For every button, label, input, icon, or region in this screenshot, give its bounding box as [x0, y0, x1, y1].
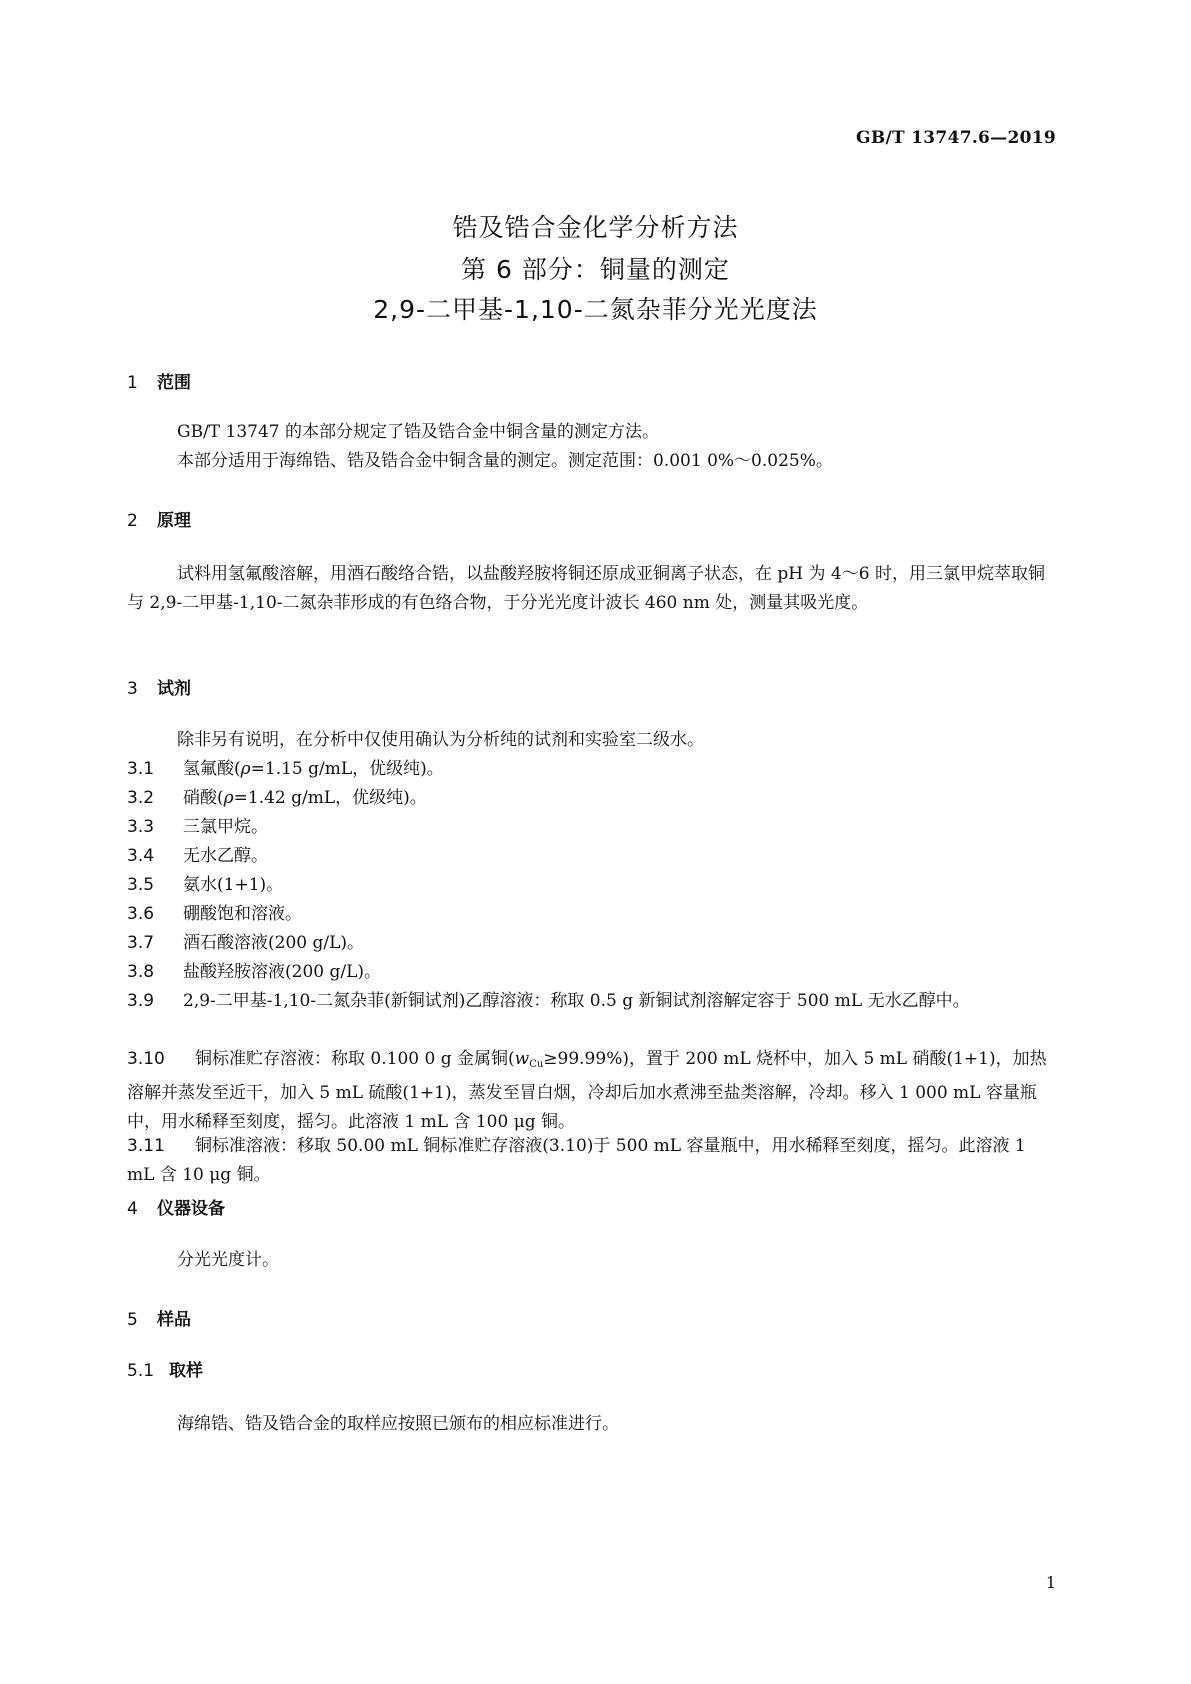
page-number: 1: [1045, 1573, 1056, 1592]
item-number: 3.9: [127, 991, 155, 1011]
section-title: 范围: [157, 373, 191, 393]
subsection-5-1-heading: [127, 1356, 203, 1381]
density-symbol: ρ: [223, 788, 234, 808]
section-1-paragraph-1: GB/T 13747 的本部分规定了锆及锆合金中铜含量的测定方法。: [177, 422, 660, 442]
section-title: 样品: [157, 1310, 191, 1330]
item-number: 3.3: [127, 817, 155, 837]
item-number: 3.6: [127, 904, 155, 924]
section-title: 试剂: [157, 679, 191, 699]
section-number: 2: [127, 511, 138, 531]
reagent-item: [127, 871, 1058, 900]
item-text: 酒石酸溶液(200 g/L)。: [183, 933, 365, 953]
item-text: 三氯甲烷。: [183, 817, 268, 837]
subsection-5-1-paragraph-1: 海绵锆、锆及锆合金的取样应按照已颁布的相应标准进行。: [177, 1414, 619, 1434]
item-text-pre: 硝酸(: [183, 788, 224, 808]
item-text-pre: 铜标准贮存溶液：称取 0.100 0 g 金属铜(: [195, 1049, 515, 1069]
item-text: 氨水(1+1)。: [183, 875, 284, 895]
reagent-item: [127, 1132, 1058, 1190]
section-number: 3: [127, 679, 138, 699]
item-text-post: =1.15 g/mL，优级纯)。: [250, 759, 444, 779]
mass-fraction-subscript: Cu: [529, 1059, 544, 1070]
section-2-heading: [127, 506, 191, 531]
item-number: 3.5: [127, 875, 155, 895]
reagent-item: [127, 813, 1058, 842]
item-text: 无水乙醇。: [183, 846, 268, 866]
standard-number: GB/T 13747.6—2019: [856, 128, 1056, 148]
reagent-item: [127, 929, 1058, 958]
section-3-intro: 除非另有说明，在分析中仅使用确认为分析纯的试剂和实验室二级水。: [177, 730, 704, 750]
item-number: 3.4: [127, 846, 155, 866]
density-symbol: ρ: [240, 759, 251, 779]
subsection-title: 取样: [169, 1361, 203, 1381]
section-title: 原理: [157, 511, 191, 531]
section-4-paragraph-1: 分光光度计。: [177, 1250, 279, 1270]
mass-fraction-symbol: w: [514, 1049, 530, 1069]
item-number: 3.10: [127, 1049, 165, 1069]
section-number: 5: [127, 1310, 138, 1330]
item-text: 硼酸饱和溶液。: [183, 904, 302, 924]
reagent-item: [127, 842, 1058, 871]
section-1-heading: [127, 368, 191, 393]
subsection-number: 5.1: [127, 1361, 155, 1381]
item-text: 盐酸羟胺溶液(200 g/L)。: [183, 962, 382, 982]
reagent-item: [127, 958, 1058, 987]
section-1-paragraph-2: 本部分适用于海绵锆、锆及锆合金中铜含量的测定。测定范围：0.001 0%～0.025%。: [177, 451, 833, 471]
section-5-heading: [127, 1305, 191, 1330]
item-number: 3.2: [127, 788, 155, 808]
reagent-item: [127, 784, 1058, 813]
item-text-post: =1.42 g/mL，优级纯)。: [233, 788, 427, 808]
item-number: 3.11: [127, 1136, 165, 1156]
section-title: 仪器设备: [157, 1199, 225, 1219]
document-title-line3: 2,9-二甲基-1,10-二氮杂菲分光光度法: [373, 295, 818, 324]
item-number: 3.8: [127, 962, 155, 982]
document-title-line1: 锆及锆合金化学分析方法: [452, 213, 739, 242]
section-2-paragraph-1: 试料用氢氟酸溶解，用酒石酸络合锆，以盐酸羟胺将铜还原成亚铜离子状态，在 pH 为 4～6 时，用三氯甲烷萃取铜与 2,9-二甲基-1,10-二氮杂菲形成的有色络合物，于分光光度计波长 460 nm 处，测量其吸光度。: [127, 564, 1045, 613]
item-number: 3.7: [127, 933, 155, 953]
section-number: 4: [127, 1199, 138, 1219]
reagent-item: [127, 755, 1058, 784]
item-text: 铜标准溶液：移取 50.00 mL 铜标准贮存溶液(3.10)于 500 mL 容量瓶中，用水稀释至刻度，摇匀。此溶液 1 mL 含 10 μg 铜。: [127, 1136, 1026, 1185]
reagent-item: [127, 900, 1058, 929]
item-number: 3.1: [127, 759, 155, 779]
reagent-item: [127, 987, 1058, 1016]
section-4-heading: [127, 1194, 225, 1219]
item-text-pre: 氢氟酸(: [183, 759, 241, 779]
reagent-item: [127, 1045, 1058, 1137]
section-3-heading: [127, 674, 191, 699]
section-number: 1: [127, 373, 138, 393]
document-title-line2: 第 6 部分：铜量的测定: [461, 255, 730, 284]
item-text-post: ≥99.99%)，置于 200 mL 烧杯中，加入 5 mL 硝酸(1+1)，加热溶解并蒸发至近干，加入 5 mL 硫酸(1+1)，蒸发至冒白烟，冷却后加水煮沸至盐类溶解，冷却。移入 1 000 mL 容量瓶中，用水稀释至刻度，摇匀。此溶液 1 mL 含 100 μg 铜。: [127, 1049, 1047, 1132]
item-text: 2,9-二甲基-1,10-二氮杂菲(新铜试剂)乙醇溶液：称取 0.5 g 新铜试剂溶解定容于 500 mL 无水乙醇中。: [183, 991, 970, 1011]
